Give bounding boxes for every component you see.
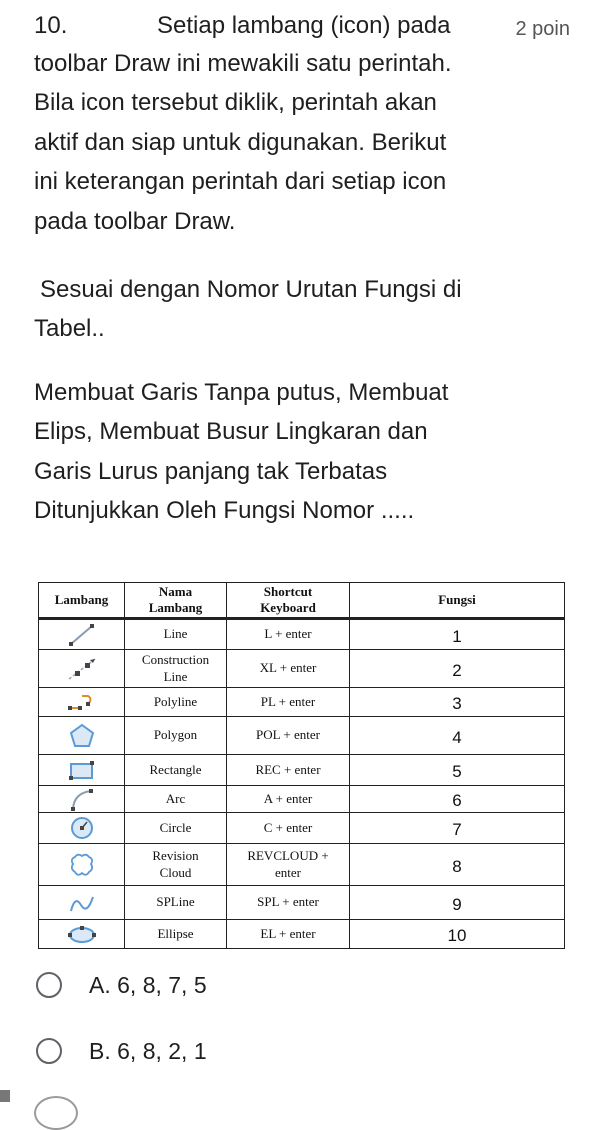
- name-cell: [125, 786, 227, 813]
- name-cell: [125, 920, 227, 949]
- question-header: [34, 8, 570, 44]
- table-row: [39, 886, 565, 920]
- header-shortcut: [227, 583, 350, 619]
- polyline-icon: [66, 690, 98, 714]
- icon-cell: [39, 650, 125, 688]
- header-nama-line1: Nama: [158, 583, 193, 599]
- name-line1: Ellipse: [157, 925, 194, 941]
- question-paragraph-1: [34, 44, 514, 241]
- answer-option-a[interactable]: [34, 970, 334, 1006]
- radio-button[interactable]: [36, 1038, 62, 1064]
- table-row: [39, 844, 565, 886]
- question-number: 10.: [34, 12, 68, 39]
- header-lambang: Lambang: [39, 583, 125, 619]
- name-cell: [125, 650, 227, 688]
- paragraph-line: toolbar Draw ini mewakili satu perintah.: [34, 50, 452, 77]
- shortcut-line1: EL + enter: [260, 925, 316, 941]
- fungsi-cell: 9: [350, 886, 565, 920]
- icon-cell: [39, 688, 125, 717]
- arc-icon: [67, 787, 97, 811]
- name-cell: [125, 755, 227, 786]
- name-cell: [125, 619, 227, 650]
- icon-cell: [39, 786, 125, 813]
- header-shortcut-line2: Keyboard: [260, 600, 316, 615]
- icon-cell: [39, 886, 125, 920]
- shortcut-line1: POL + enter: [256, 727, 320, 743]
- revision-cloud-icon: [67, 851, 97, 879]
- icon-cell: [39, 717, 125, 755]
- header-fungsi: Fungsi: [350, 583, 565, 619]
- name-line2: Line: [163, 668, 188, 684]
- name-line1: Circle: [159, 819, 192, 835]
- name-line1: Rectangle: [149, 761, 202, 777]
- name-cell: [125, 688, 227, 717]
- shortcut-line2: enter: [275, 864, 301, 880]
- header-nama-lambang: [125, 583, 227, 619]
- icon-cell: [39, 844, 125, 886]
- table-row: [39, 786, 565, 813]
- option-label: A. 6, 8, 7, 5: [89, 972, 207, 998]
- fungsi-cell: 8: [350, 844, 565, 886]
- next-radio-partial: [34, 1096, 78, 1130]
- draw-toolbar-table: [38, 582, 565, 949]
- shortcut-cell: [227, 886, 350, 920]
- fungsi-cell: 1: [350, 619, 565, 650]
- paragraph-line: Ditunjukkan Oleh Fungsi Nomor .....: [34, 497, 415, 525]
- shortcut-line1: REC + enter: [255, 761, 321, 777]
- name-cell: [125, 886, 227, 920]
- radio-button[interactable]: [36, 972, 62, 998]
- name-line1: Construction: [141, 652, 210, 668]
- fungsi-cell: 3: [350, 688, 565, 717]
- table-row: [39, 920, 565, 949]
- paragraph-line: Sesuai dengan Nomor Urutan Fungsi di: [40, 276, 462, 303]
- question-paragraph-3: [34, 373, 514, 531]
- shortcut-line1: REVCLOUD +: [247, 848, 329, 864]
- name-cell: [125, 844, 227, 886]
- shortcut-line1: L + enter: [264, 626, 312, 642]
- shortcut-line1: C + enter: [263, 819, 313, 835]
- icon-cell: [39, 755, 125, 786]
- fungsi-cell: 6: [350, 786, 565, 813]
- fungsi-cell: 5: [350, 755, 565, 786]
- shortcut-cell: [227, 755, 350, 786]
- name-line1: Polygon: [153, 727, 198, 743]
- shortcut-line1: SPL + enter: [257, 894, 319, 910]
- paragraph-line: Membuat Garis Tanpa putus, Membuat: [34, 379, 449, 406]
- answer-option-b[interactable]: [34, 1036, 334, 1072]
- spline-icon: [67, 891, 97, 915]
- name-line1: Polyline: [153, 693, 198, 709]
- shortcut-cell: [227, 717, 350, 755]
- name-line1: SPLine: [156, 894, 195, 910]
- ellipse-icon: [66, 923, 98, 945]
- rectangle-icon: [67, 758, 97, 782]
- shortcut-line1: PL + enter: [260, 693, 316, 709]
- question-points: 2 poin: [515, 18, 570, 40]
- paragraph-line: ini keterangan perintah dari setiap icon: [34, 168, 447, 196]
- line-icon: [67, 622, 97, 648]
- shortcut-cell: [227, 650, 350, 688]
- fungsi-cell: 10: [350, 920, 565, 949]
- name-cell: [125, 813, 227, 844]
- icon-cell: [39, 813, 125, 844]
- table-header-row: [39, 583, 565, 619]
- question-title: Setiap lambang (icon) pada: [157, 12, 451, 39]
- fungsi-cell: 2: [350, 650, 565, 688]
- table-row: [39, 717, 565, 755]
- table-row: [39, 688, 565, 717]
- name-line1: Arc: [165, 790, 186, 806]
- paragraph-line: pada toolbar Draw.: [34, 207, 236, 235]
- table-row: [39, 755, 565, 786]
- paragraph-line: Bila icon tersebut diklik, perintah akan: [34, 89, 437, 117]
- shortcut-line1: A + enter: [263, 790, 313, 806]
- icon-cell: [39, 619, 125, 650]
- icon-cell: [39, 920, 125, 949]
- shortcut-cell: [227, 688, 350, 717]
- shortcut-line1: XL + enter: [259, 660, 317, 676]
- fungsi-cell: 4: [350, 717, 565, 755]
- question-paragraph-2: [34, 270, 520, 349]
- shortcut-cell: [227, 844, 350, 886]
- header-shortcut-line1: Shortcut: [263, 583, 313, 599]
- header-nama-line2: Lambang: [148, 600, 203, 615]
- shortcut-cell: [227, 786, 350, 813]
- polygon-icon: [67, 722, 97, 750]
- name-cell: [125, 717, 227, 755]
- paragraph-line: Garis Lurus panjang tak Terbatas: [34, 457, 388, 485]
- name-line1: Revision: [152, 848, 199, 864]
- table-row: [39, 650, 565, 688]
- paragraph-line: Elips, Membuat Busur Lingkaran dan: [34, 418, 428, 446]
- circle-icon: [68, 815, 96, 841]
- name-line2: Cloud: [159, 864, 192, 880]
- table-row: [39, 619, 565, 650]
- paragraph-line: Tabel..: [34, 315, 105, 343]
- shortcut-cell: [227, 813, 350, 844]
- option-label: B. 6, 8, 2, 1: [89, 1038, 207, 1064]
- paragraph-line: aktif dan siap untuk digunakan. Berikut: [34, 128, 447, 156]
- name-line1: Line: [163, 626, 188, 642]
- fungsi-cell: 7: [350, 813, 565, 844]
- table-row: [39, 813, 565, 844]
- shortcut-cell: [227, 619, 350, 650]
- scroll-indicator: [0, 1090, 10, 1102]
- construction-line-icon: [66, 656, 98, 682]
- shortcut-cell: [227, 920, 350, 949]
